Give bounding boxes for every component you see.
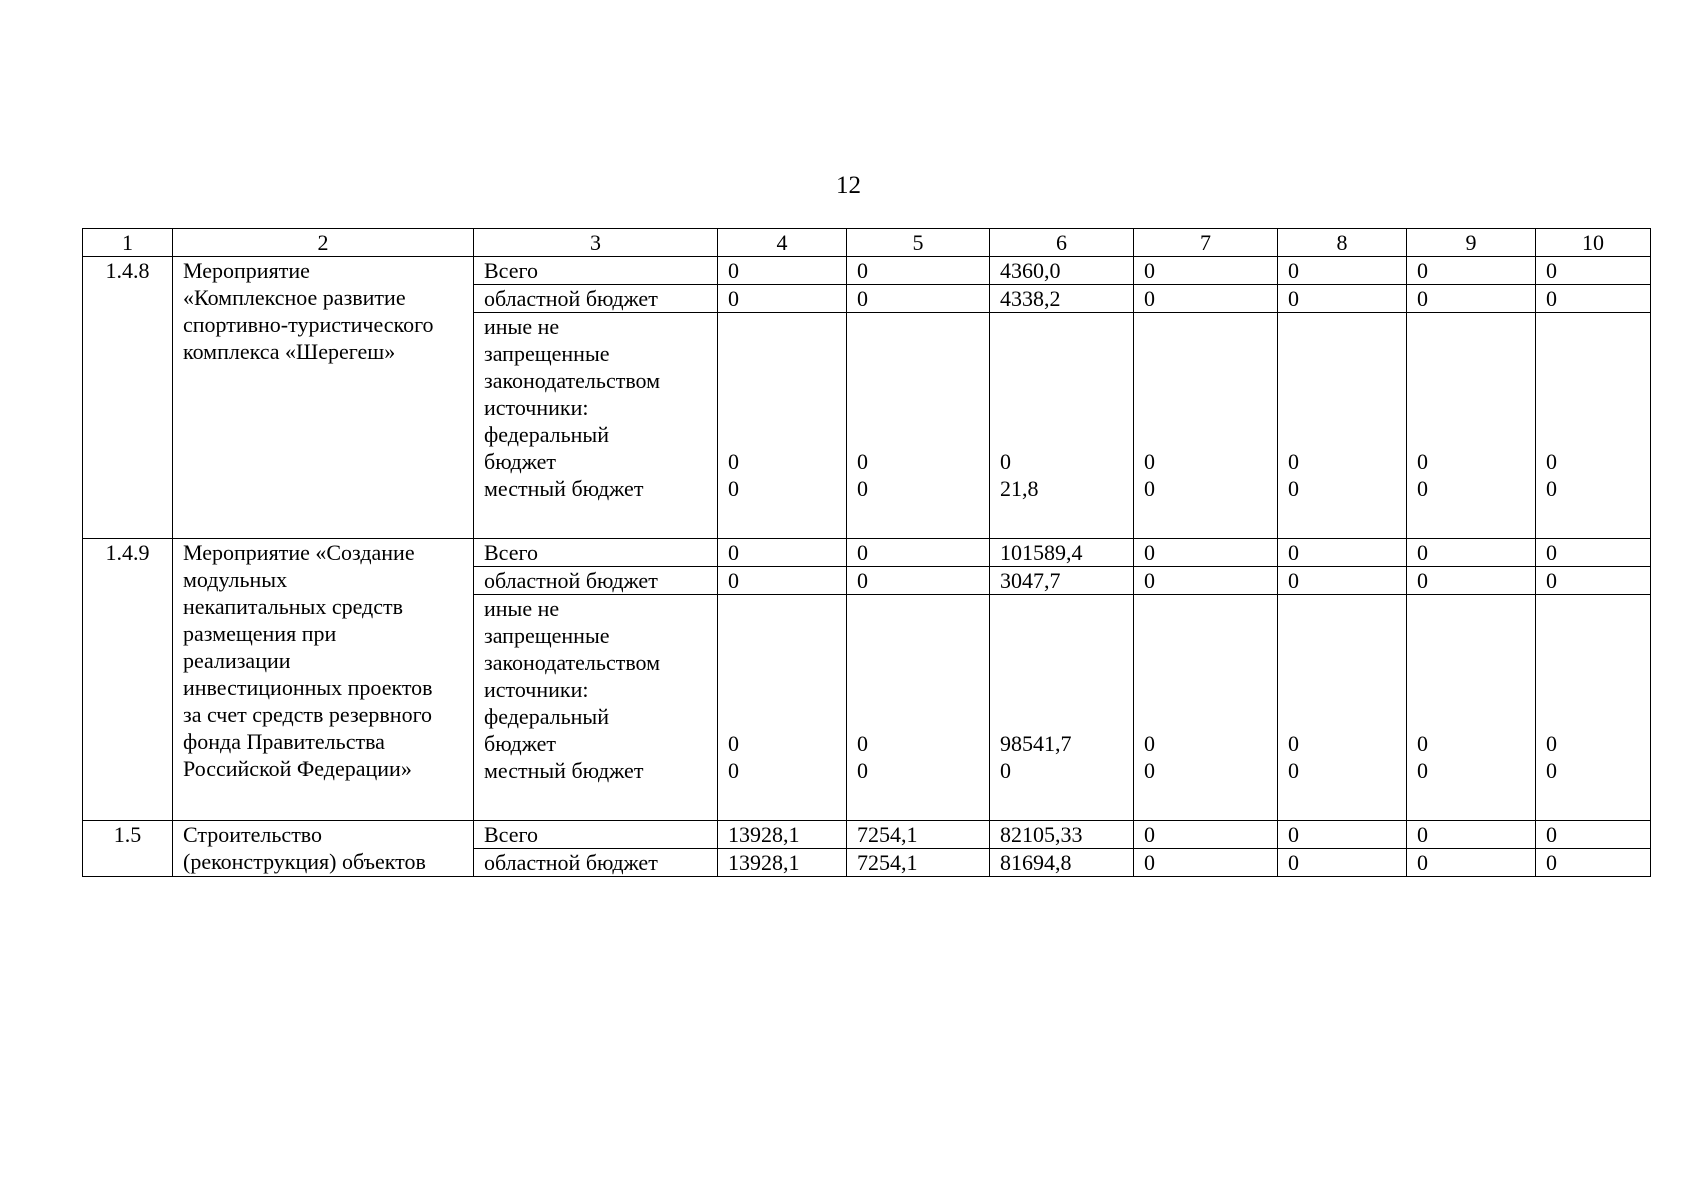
- value-cell: 0: [1536, 567, 1651, 595]
- value-cell: 0 0: [1536, 313, 1651, 539]
- value-cell: 7254,1: [847, 849, 990, 877]
- value-cell: 0: [1407, 849, 1536, 877]
- value-cell: 0: [847, 567, 990, 595]
- value-cell: 98541,7 0: [990, 595, 1134, 821]
- value-cell: 13928,1: [718, 821, 847, 849]
- value-cell: 0: [1407, 285, 1536, 313]
- value-cell: 0: [1407, 539, 1536, 567]
- value-cell: 0: [1407, 567, 1536, 595]
- funding-source: Всего: [474, 539, 718, 567]
- value-cell: 0: [718, 539, 847, 567]
- item-number: 1.5: [83, 821, 173, 877]
- value-cell: 81694,8: [990, 849, 1134, 877]
- value-cell: 0: [718, 567, 847, 595]
- value-cell: 0 0: [718, 595, 847, 821]
- value-cell: 0: [1536, 821, 1651, 849]
- value-cell: 0 0: [1278, 313, 1407, 539]
- column-header: 8: [1278, 229, 1407, 257]
- value-cell: 0: [1134, 539, 1278, 567]
- column-header: 4: [718, 229, 847, 257]
- value-cell: 0 0: [847, 595, 990, 821]
- table-row: [83, 539, 1651, 567]
- value-cell: 7254,1: [847, 821, 990, 849]
- funding-source: областной бюджет: [474, 849, 718, 877]
- value-cell: 101589,4: [990, 539, 1134, 567]
- value-cell: 0: [1536, 539, 1651, 567]
- value-cell: 0: [1278, 257, 1407, 285]
- value-cell: 4360,0: [990, 257, 1134, 285]
- item-name: Мероприятие «Создание модульных некапитальных средств размещения при реализации инвестиционных проектов за счет средств резервного фонда Правительства Российской Федерации»: [173, 539, 474, 821]
- value-cell: 0: [847, 285, 990, 313]
- value-cell: 3047,7: [990, 567, 1134, 595]
- value-cell: 0: [1278, 567, 1407, 595]
- item-number: 1.4.8: [83, 257, 173, 539]
- funding-source: Всего: [474, 257, 718, 285]
- column-header: 10: [1536, 229, 1651, 257]
- value-cell: 0: [1407, 257, 1536, 285]
- value-cell: 0 0: [1407, 313, 1536, 539]
- item-name: Строительство (реконструкция) объектов: [173, 821, 474, 877]
- value-cell: 0: [1134, 257, 1278, 285]
- column-header: 1: [83, 229, 173, 257]
- value-cell: 0 0: [1134, 595, 1278, 821]
- value-cell: 0 21,8: [990, 313, 1134, 539]
- column-header: 7: [1134, 229, 1278, 257]
- value-cell: 0: [1536, 257, 1651, 285]
- value-cell: 0: [847, 539, 990, 567]
- funding-source: Всего: [474, 821, 718, 849]
- value-cell: 0: [718, 257, 847, 285]
- item-number: 1.4.9: [83, 539, 173, 821]
- item-name: Мероприятие «Комплексное развитие спортивно-туристического комплекса «Шерегеш»: [173, 257, 474, 539]
- column-header: 3: [474, 229, 718, 257]
- value-cell: 0 0: [1278, 595, 1407, 821]
- page-number: 12: [836, 172, 861, 199]
- value-cell: 0: [1536, 849, 1651, 877]
- table-row: [83, 821, 1651, 849]
- value-cell: 0: [1134, 849, 1278, 877]
- value-cell: 0: [718, 285, 847, 313]
- value-cell: 0: [1278, 849, 1407, 877]
- value-cell: 0 0: [1536, 595, 1651, 821]
- value-cell: 0: [1134, 285, 1278, 313]
- funding-source: иные не запрещенные законодательством источники: федеральный бюджет местный бюджет: [474, 313, 718, 539]
- value-cell: 82105,33: [990, 821, 1134, 849]
- funding-source: областной бюджет: [474, 567, 718, 595]
- value-cell: 0: [1278, 539, 1407, 567]
- column-header: 5: [847, 229, 990, 257]
- value-cell: 4338,2: [990, 285, 1134, 313]
- funding-source: областной бюджет: [474, 285, 718, 313]
- column-header: 6: [990, 229, 1134, 257]
- column-header: 2: [173, 229, 474, 257]
- value-cell: 13928,1: [718, 849, 847, 877]
- funding-source: иные не запрещенные законодательством источники: федеральный бюджет местный бюджет: [474, 595, 718, 821]
- value-cell: 0: [1134, 821, 1278, 849]
- value-cell: 0: [1134, 567, 1278, 595]
- budget-table: [82, 228, 1651, 877]
- value-cell: 0 0: [1134, 313, 1278, 539]
- table-row: [83, 257, 1651, 285]
- value-cell: 0: [1407, 821, 1536, 849]
- column-header: 9: [1407, 229, 1536, 257]
- column-header-row: [83, 229, 1651, 257]
- value-cell: 0: [1536, 285, 1651, 313]
- value-cell: 0 0: [718, 313, 847, 539]
- value-cell: 0: [1278, 285, 1407, 313]
- value-cell: 0 0: [847, 313, 990, 539]
- value-cell: 0: [847, 257, 990, 285]
- value-cell: 0: [1278, 821, 1407, 849]
- value-cell: 0 0: [1407, 595, 1536, 821]
